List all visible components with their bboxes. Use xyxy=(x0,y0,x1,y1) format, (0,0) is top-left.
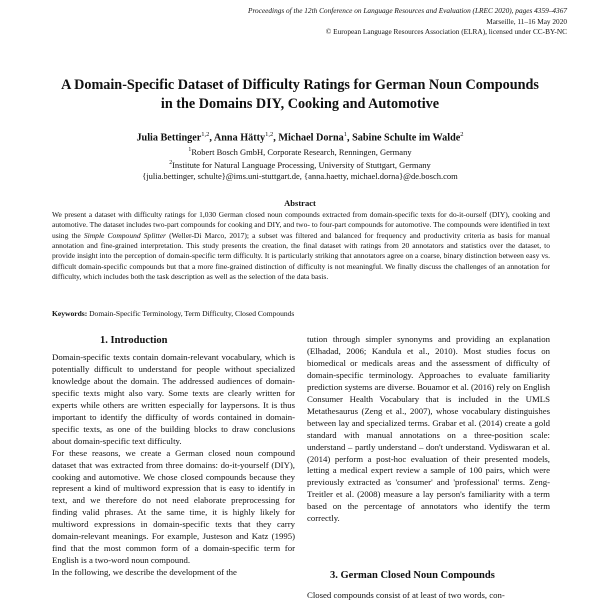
header-proceedings: Proceedings of the 12th Conference on Language Resources and Evaluation (LREC 2020), pages 4359–4367 xyxy=(248,6,567,15)
author-name: Anna Hätty xyxy=(213,132,266,144)
affiliation-2-sup: 2 xyxy=(169,160,173,167)
affiliations xyxy=(30,145,570,183)
author-list: Julia Bettinger$^{1,2}$, Anna Hätty$^{1,2}$, Michael Dorna$^1$, Sabine Schulte im Walde$^2$ xyxy=(136,131,464,144)
affiliation-1-text: Robert Bosch GmbH, Corporate Research, Renningen, Germany xyxy=(191,146,412,157)
abstract-italic-tool: Simple Compound Splitter xyxy=(83,230,166,240)
conference-header xyxy=(248,6,567,38)
title-line-1: A Domain-Specific Dataset of Difficulty Ratings for German Noun Compounds xyxy=(61,77,539,93)
abstract-text xyxy=(52,210,550,282)
left-column xyxy=(52,352,295,579)
right-column-tail: Closed compounds consist of at least of two words, con- xyxy=(307,590,505,600)
affiliation-1-sup: 1 xyxy=(188,147,192,153)
paragraph: For these reasons, we create a German closed noun compound dataset that was extracted from three domains: do-it-yourself (DIY), cooking and automotive. We chose closed compounds because they represent a kind of multiword expression that is easy to identify in text, and we therefore do not need elaborate preprocessing for finding valid phrases. At the same time, it is highly likely for multiword expressions in domain-specific texts that they carry domain-relevant meanings. For example, Justeson and Katz (1995) find that the most common form of a domain-specific term for English is a two-word noun compound. xyxy=(52,447,295,566)
paragraph: tution through simpler synonyms and providing an explanation (Elhadad, 2006; Kandula et al., 2010). Most studies focus on biomedical or medicals areas and the assessment of difficulty of domain-specific terminology. Approaches to evaluate familiarity prediction systems are diverse. Bouamor et al. (2016) rely on English Consumer Health Vocabulary that is included in the UMLS Metathesaurus (Zeng et al., 2007), whose vocabulary distinguishes between lay and specialized terms. Grabar et al. (2014) create a gold standard with manual annotations on a three-position scale: understand – partly understand – don't understand. Vydiswaran et al. (2014) perform a post-hoc evaluation of their presented models, letting a medical expert review a sample of 100 pairs, which were previously extracted as 'consumer' and 'professional' terms. Zeng-Treitler et al. (2008) measure a lay person's familiarity with a term based on the percentage of annotators who identify the term correctly. xyxy=(307,334,550,524)
author-emails: {julia.bettinger, schulte}@ims.uni-stuttgart.de, {anna.haetty, michael.dorna}@de.bosch.com xyxy=(142,171,458,182)
author-name: Michael Dorna xyxy=(278,132,344,144)
abstract-part-2: (Weller-Di Marco, 2017); a subset was filtered and balanced for frequency and productivity criteria as basis for manual annotation and fine-grained interpretation. This study presents the creation, the final dataset with ratings from 20 annotators and statistics over the dataset, to provide insight into the perception of domain-specific term difficulty. It is particularly striking that annotators agree on a coarse, binary distinction between easy vs. difficult domain-specific compounds but that a more fine-grained distinction of difficulty is not meaningful. We finally discuss the challenges of an annotation for difficulty, which includes both the task description as well as the selection of the data basis. xyxy=(52,230,550,282)
header-license: © European Language Resources Association (ELRA), licensed under CC-BY-NC xyxy=(325,27,567,37)
author-sup: 1,2 xyxy=(201,131,210,138)
affiliation-2 xyxy=(30,158,570,171)
keywords xyxy=(52,309,550,318)
header-location: Marseille, 11–16 May 2020 xyxy=(486,16,567,26)
abstract-part-1: We present a dataset with difficulty ratings for 1,030 German closed noun compounds extracted from domain-specific texts for do-it-ourself (DIY), cooking and automotive. The dataset includes two-part compounds for cooking and DIY, and two- to four-part compounds for automotive. The compounds were identified in text using the xyxy=(52,210,550,240)
section-heading-introduction: 1. Introduction xyxy=(100,335,168,346)
affiliation-2-text: Institute for Natural Language Processing, University of Stuttgart, Germany xyxy=(172,160,431,171)
paper-title xyxy=(30,76,570,114)
affiliation-1 xyxy=(30,145,570,158)
author-sup: 1,2 xyxy=(265,131,274,138)
keywords-label: Keywords: xyxy=(52,309,88,318)
author-name: Julia Bettinger xyxy=(136,132,202,144)
author-name: Sabine Schulte im Walde xyxy=(352,132,461,144)
paragraph: Domain-specific texts contain domain-relevant vocabulary, which is potentially difficult to understand for people without specialized knowledge about the domain. The addressed audiences of domain-specific texts might also vary. Some texts are clearly written for experts while others are written especially for laypersons. It is thus important to identify the difficulty of words contained in domain-specific texts, as one of the building blocks to draw conclusions about domain-specific text difficulty. xyxy=(52,352,295,446)
section-heading-german-compounds: 3. German Closed Noun Compounds xyxy=(330,570,495,581)
title-line-2: in the Domains DIY, Cooking and Automotive xyxy=(160,96,440,112)
abstract-heading: Abstract xyxy=(284,198,316,208)
author-sup: 1 xyxy=(343,131,347,138)
keywords-text: Domain-Specific Terminology, Term Difficulty, Closed Compounds xyxy=(87,309,295,318)
right-column xyxy=(307,334,550,525)
author-sup: 2 xyxy=(460,131,464,138)
paragraph: In the following, we describe the development of the xyxy=(52,567,237,578)
